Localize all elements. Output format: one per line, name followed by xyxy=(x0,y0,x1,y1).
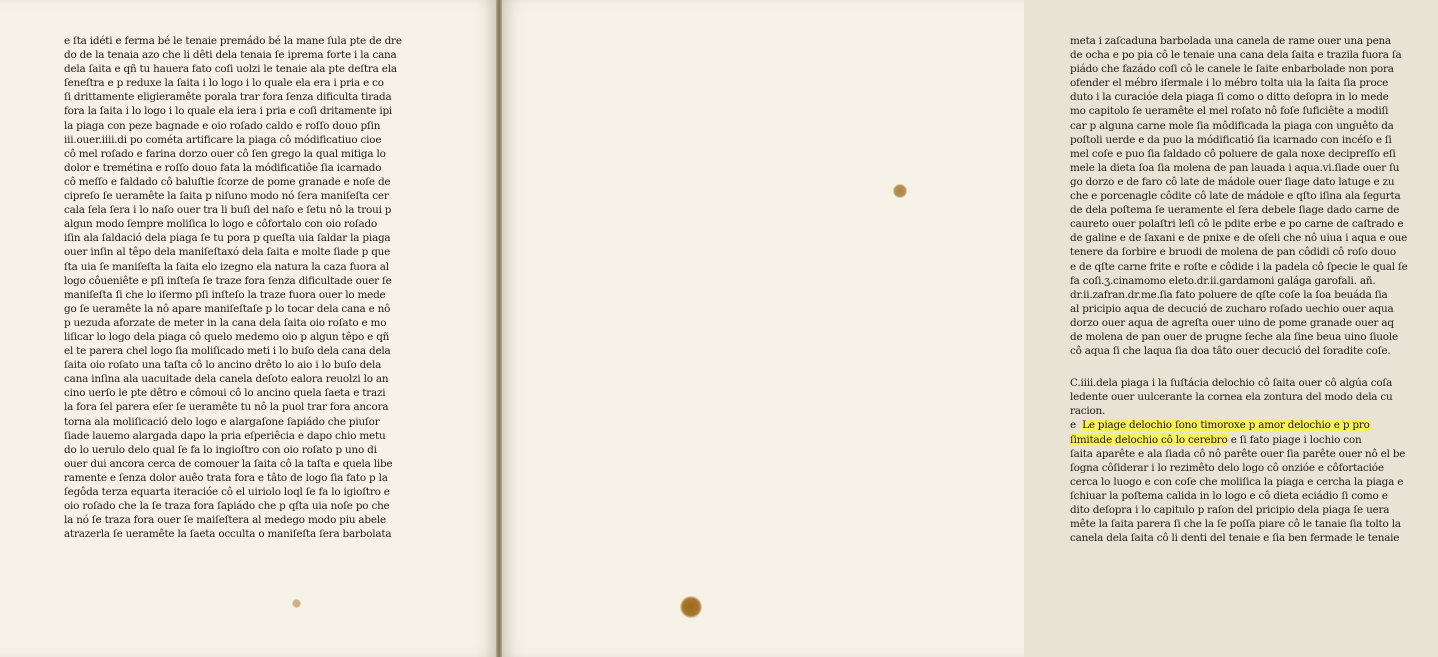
text-line: ouer inſin al têpo dela maniſeſtaxó dela ſaita e molte ſiade p que xyxy=(64,246,391,259)
text-line: canela dela ſaita cô li denti del tenaie e ſia ben fermade le tenaie xyxy=(1070,532,1400,545)
text-line: do de la tenaia azo che li dêti dela tenaia ſe iprema forte i la cana xyxy=(64,49,397,62)
text-line: logo côueniête e pſi inſteſa ſe traze fora ſenza dificultade ouer ſe xyxy=(64,274,392,287)
text-line: ramente e ſenza dolor auêo trata fora e tâto de logo ſia fato p la xyxy=(64,471,388,484)
left-text-column xyxy=(64,34,438,541)
text-line-highlight-2 xyxy=(1070,433,1438,447)
text-line: ſeneſtra e p reduxe la ſaita i lo logo i lo quale ela era i pria e co xyxy=(64,77,384,90)
text-line: ſiade lauemo alargada dapo la pria eſperiêcia e dapo chio metu xyxy=(64,429,386,442)
book-gutter xyxy=(496,0,502,657)
text-line-highlight-1 xyxy=(1070,418,1438,432)
text-line: fa coſi.ʒ.cinamomo eleto.dr.ii.gardamoni galága garofali. añ. xyxy=(1070,274,1376,287)
text-line: ſaita aparête e ala ſiada cô nô parête ouer ſia parête ouer nô el be xyxy=(1070,447,1406,460)
text-line: do lo uerulo delo qual ſe fa lo ingioſtro con oio roſato p uno di xyxy=(64,443,377,456)
text-line: e ſta idéti e ferma bé le tenaie premádo bé la mane ſula pte de dre xyxy=(64,35,402,47)
text-line: fora la ſaita i lo logo i lo quale ela iera i pria e coſi dritamente ipi xyxy=(64,105,393,118)
text-line: ſi drittamente eligieramête porala trar fora ſenza dificulta tirada xyxy=(64,91,392,104)
text-line: ſta uia ſe maniſeſta la ſaita elo izegno ela natura la caza fuora al xyxy=(64,260,389,273)
line-rest: e ſi fato piage i lochio con xyxy=(1230,433,1362,446)
text-line: algun modo ſempre moliſica lo logo e côfortalo con oio roſado xyxy=(64,218,378,231)
text-line: oio roſado che la ſe traza fora ſapiádo che p qſta uia noſe po che xyxy=(64,500,390,513)
text-line: meta i zaſcaduna barbolada una canela de rame ouer una pena xyxy=(1070,35,1392,47)
text-line: tenere da ſorbire e bruodi de molena de pan côdidi cô roſo douo xyxy=(1070,246,1396,259)
text-line: ſchiuar la poſtema calida in lo logo e cô dieta eciádio ſi como e xyxy=(1070,489,1388,502)
text-line: car p alguna carne mole ſia môdificada la piaga con unguêto da xyxy=(1070,119,1394,132)
text-line: cerca lo luogo e con coſe che moliſica la piaga e cercha la piaga e xyxy=(1070,475,1404,488)
text-line: iii.ouer.iiii.di po cométa artificare la piaga cô módificatiuo cioe xyxy=(64,133,382,146)
text-line: ledente ouer uulcerante la cornea ela zontura del modo dela cu xyxy=(1070,391,1393,404)
text-line: de dela poſtema ſe ueramente el ſera debele ſiage dado carne de xyxy=(1070,204,1400,217)
highlighted-text: ſimitade delochio cô lo cerebro xyxy=(1070,433,1228,446)
text-line: go dorzo e de faro cô late de mádole ouer ſiage dato latuge e zu xyxy=(1070,175,1395,188)
text-line: cô mel roſado e farina dorzo ouer cô ſen grego la qual mitiga lo xyxy=(64,147,386,160)
text-line: la fora ſel parera eſer ſe ueramête tu nô la puol trar fora ancora xyxy=(64,401,389,414)
text-line: atrazerla ſe ueramête la ſaeta occulta o maniſeſta ſera barbolata xyxy=(64,528,392,541)
text-line: C.iiii.dela piaga i la ſuſtácia delochio cô ſaita ouer cô algúa coſa xyxy=(1070,377,1393,390)
text-line: iſin ala ſaldació dela piaga ſe tu pora p queſta uia ſaldar la piaga xyxy=(64,232,391,245)
right-text-column xyxy=(1070,34,1438,545)
text-line: racion. xyxy=(1070,405,1106,418)
text-line: la nó ſe traza fora ouer ſe maiſeſtera al medego modo piu abele xyxy=(64,514,386,527)
text-line: poſtoli uerde e da puo la módificatió ſia icarnado con incéſo e ſi xyxy=(1070,133,1392,146)
text-line: ſegôda terza equarta iteracióe cô el uiriolo loql ſe fa lo igioſtro e xyxy=(64,486,390,498)
text-line: ofender el mébro iſermale i lo mébro tolta uia la ſaita ſia proce xyxy=(1070,77,1389,90)
text-line: cô aqua ſi che laqua ſia doa tâto ouer decució del ſoradite coſe. xyxy=(1070,345,1391,358)
text-line: mel coſe e puo ſia ſaldado cô poluere de gala noxe decipreſſo eſi xyxy=(1070,147,1396,160)
text-line: mele la dieta ſoa ſia molena de pan lauada i aqua.vi.ſiade ouer ſu xyxy=(1070,161,1400,174)
text-line: dela ſaita e qñ tu hauera fato coſi uolzi le tenaie ala pte deſtra ela xyxy=(64,63,397,76)
right-page xyxy=(500,0,1408,657)
text-line: de molena de pan ouer de prugne ſeche ala ſine beua uino ſiuole xyxy=(1070,330,1398,343)
text-line: dolor e tremétina e roſſo douo fata la módificatiôe ſia icarnado xyxy=(64,161,382,174)
text-line: mo capitolo ſe ueramête el mel roſato nô foſe ſuficiête a modiſi xyxy=(1070,105,1389,118)
text-line: e de qſte carne frite e roſte e côdide i la padela cô ſpecie le qual ſe xyxy=(1070,260,1408,273)
text-line: p uezuda aforzate de meter in la cana dela ſaita oio roſato e mo xyxy=(64,316,387,329)
text-line: ſaita oio roſato una taſta cô lo ancino drêto lo aio i lo buſo dela xyxy=(64,359,382,372)
highlighted-text: Le piage delochio ſono timoroxe p amor delochio e p pro xyxy=(1082,419,1370,432)
paragraph-mark: e xyxy=(1070,419,1076,432)
ink-stain xyxy=(292,599,301,608)
text-line: torna ala moliſicació delo logo e alargaſone ſapiádo che piuſor xyxy=(64,415,380,428)
text-line: dorzo ouer aqua de agreſta ouer uino de pome granade ouer aq xyxy=(1070,316,1394,329)
text-line: de ocha e po pia cô le tenaie una cana dela ſaita e trazila fuora ſa xyxy=(1070,49,1402,62)
text-line: liſicar lo logo dela piaga cô quelo medemo oio p algun têpo e qñ xyxy=(64,330,390,343)
text-line: caureto ouer polaſtri leſi cô le pdite erbe e po carne de caſtrado e xyxy=(1070,218,1404,231)
text-line: el te parera chel logo ſia moliſicado meti i lo buſo dela cana dela xyxy=(64,345,391,358)
paragraph-gap xyxy=(1070,358,1438,376)
text-line: la piaga con peze bagnade e oio roſado caldo e roſſo douo pſin xyxy=(64,119,381,132)
text-line: che e porcenagle côdite cô late de mádole e qſto iſina ala ſegurta xyxy=(1070,190,1401,203)
text-line: ſogna côſiderar i lo rezimêto delo logo cô onzióe e côfortacióe xyxy=(1070,461,1384,474)
text-line: maniſeſta ſi che lo iſermo pſi inſteſo la traze fuora ouer lo mede xyxy=(64,288,386,301)
text-line: cô meſſo e faldado cô baluſtie ſcorze de pome granade e noſe de xyxy=(64,175,391,188)
ink-stain xyxy=(893,184,907,198)
text-line: piádo che fazádo coſi cô le canele le ſaite enbarbolade non pora xyxy=(1070,63,1394,76)
text-line: go ſe ueramête la nô apare maniſeſtaſe p lo tocar dela cana e nô xyxy=(64,302,391,315)
text-line: cala ſela ſera i lo naſo ouer tra li buſi del naſo e ſetu nô la troui p xyxy=(64,204,392,217)
text-line: cipreſo ſe ueramête la ſaita p niſuno modo nó ſera maniſeſta cer xyxy=(64,190,389,203)
text-line: de galine e de ſaxani e de pnixe e de oſeli che nô uiua i aqua e oue xyxy=(1070,232,1408,245)
text-line: mête la ſaita parera ſi che la ſe poſſa piare cô le tanaie ſia tolto la xyxy=(1070,518,1401,531)
text-line: dr.ii.zafran.dr.me.ſia fato poluere de qſte coſe la ſoa beuáda ſia xyxy=(1070,288,1388,301)
text-line: cino uerſo le pte dêtro e cômoui cô lo ancino quela ſaeta e trazi xyxy=(64,387,386,400)
ink-stain xyxy=(680,596,702,618)
left-page xyxy=(0,0,498,657)
text-line: al pricipio aqua de decució de zucharo roſado uechio ouer aqua xyxy=(1070,302,1394,315)
text-line: duto i la curacióe dela piaga ſi como o ditto deſopra in lo mede xyxy=(1070,91,1389,104)
text-line: dito deſopra i lo capitulo p raſon del pricipio dela piaga ſe uera xyxy=(1070,504,1390,516)
text-line: cana inſina ala uacuitade dela canela deſoto ealora reuolzi lo an xyxy=(64,373,389,386)
text-line: ouer dui ancora cerca de comouer la ſaita cô la taſta e quela libe xyxy=(64,457,393,470)
